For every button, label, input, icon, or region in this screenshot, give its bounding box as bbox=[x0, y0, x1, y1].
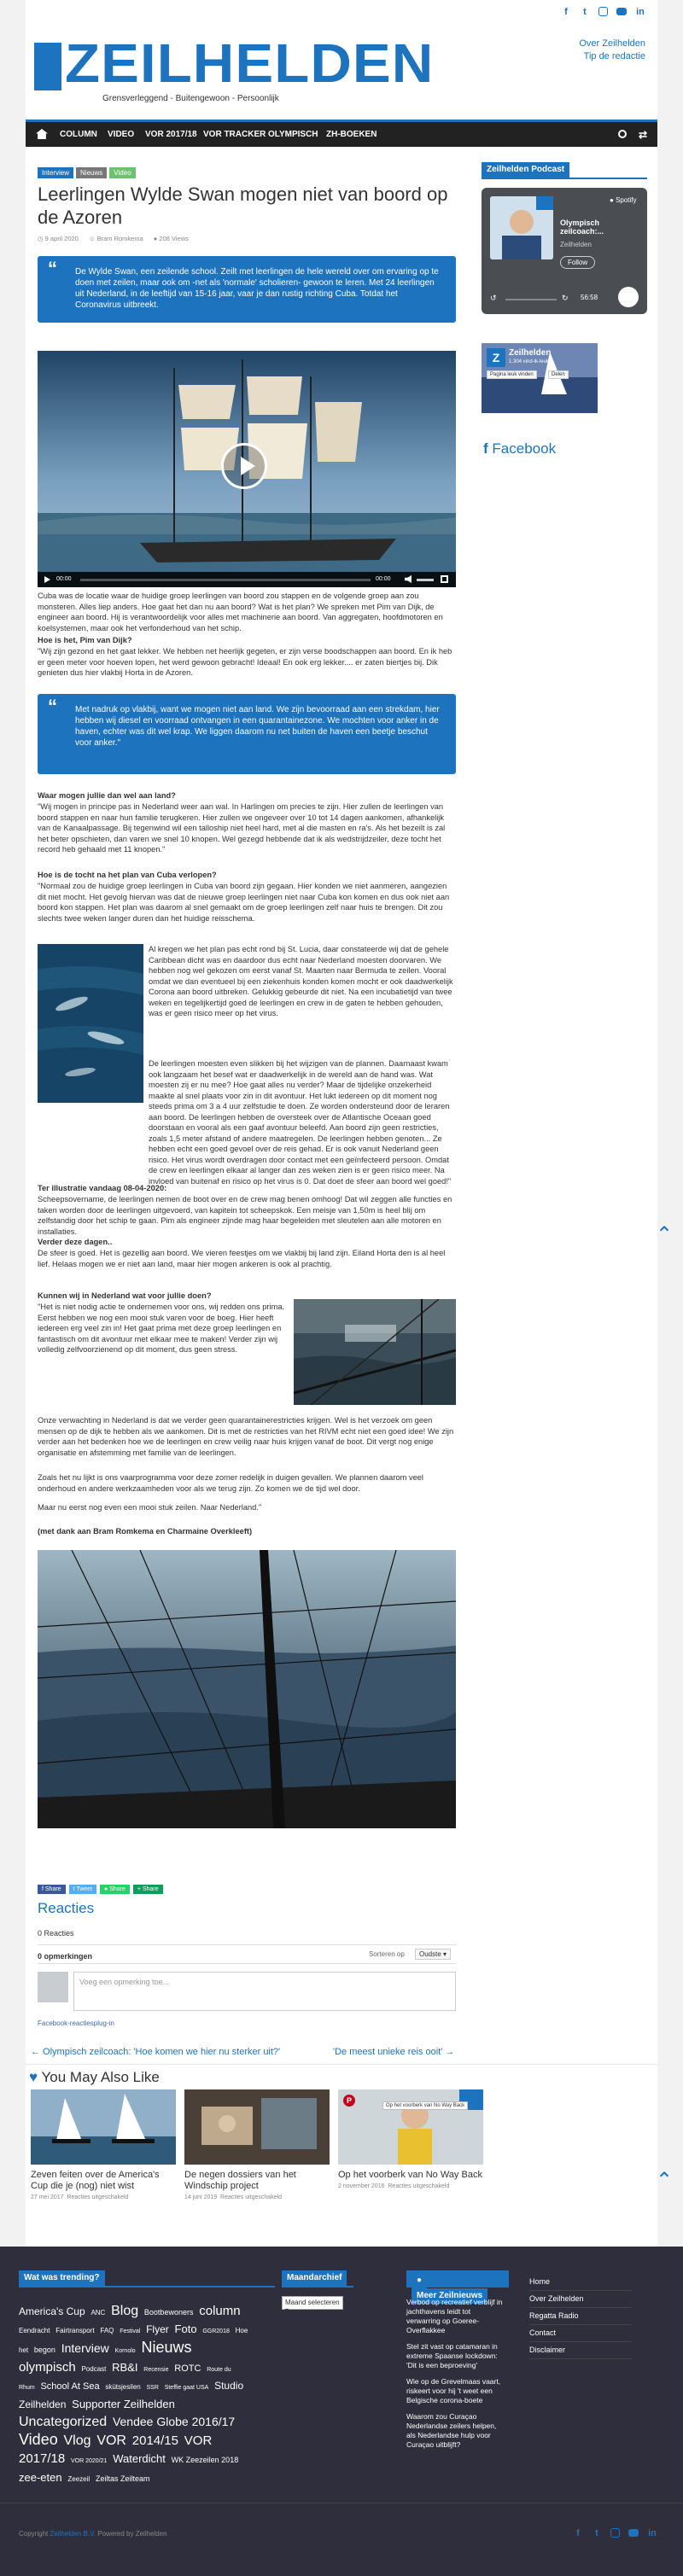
photo-credit: (met dank aan Bram Romkema en Charmaine Overkleeft) bbox=[38, 1527, 253, 1536]
tag-cloud-item[interactable]: Uncategorized bbox=[19, 2415, 108, 2429]
news-item-2[interactable]: Stel zit vast op catamaran in extreme Spaanse lockdown: 'Dit is een beproeving' bbox=[406, 2342, 498, 2369]
share-bar bbox=[38, 1885, 163, 1894]
related-image-1[interactable] bbox=[31, 2089, 176, 2165]
tag-cloud-item[interactable]: Podcast bbox=[81, 2365, 107, 2373]
intro-quote: “ De Wylde Swan, een zeilende school. Zeilt met leerlingen de hele wereld over om ervaring op te doen met zeilen, maar ook om -net als 'normale' scholieren- gewoon te leren. Met 24 leerlingen uit Nederland, in de leeftijd van 15-16 jaar, vaar je dan rustig richting Cuba. Totdat het Coronavirus uitbreekt. bbox=[38, 256, 456, 323]
tag-cloud-item[interactable]: Kornolo bbox=[114, 2348, 136, 2354]
tag-cloud-item[interactable]: Interview bbox=[61, 2341, 109, 2355]
related-image-3[interactable] bbox=[338, 2089, 483, 2165]
paragraph-7: Scheepsovername, de leerlingen nemen de boot over en de crew mag benen omhoog! Dat wil zeggen alle functies en taken worden door de leerlingen uitgevoerd, van kapitein tot scheepskok. Een meisje van 1,50m is heel blij om zelfstandig door het schip te gaan. Pim als engineer zijnde mag haar begeleiden met sleutelen aan alle motoren en installaties. bbox=[38, 1195, 452, 1236]
article-meta bbox=[38, 235, 189, 242]
heading-nederland: Kunnen wij in Nederland wat voor jullie doen? bbox=[38, 1291, 212, 1300]
tip-redactie-link[interactable]: Tip de redactie bbox=[583, 51, 645, 61]
facebook-page-avatar[interactable]: Z bbox=[487, 348, 505, 367]
tag-cloud-item[interactable]: Steffie gaat USA bbox=[164, 2385, 209, 2391]
tag-cloud-item[interactable]: Zeezeil bbox=[67, 2475, 90, 2483]
post-categories bbox=[38, 167, 136, 178]
search-icon[interactable] bbox=[618, 130, 627, 138]
footer-link-contact[interactable]: Contact bbox=[529, 2325, 632, 2342]
tag-cloud-item[interactable]: ANC bbox=[90, 2309, 106, 2317]
related-item-2[interactable] bbox=[184, 2089, 330, 2200]
video-controls bbox=[38, 572, 456, 587]
volume-slider[interactable] bbox=[417, 579, 434, 581]
nav-olympisch[interactable]: OLYMPISCH bbox=[268, 130, 318, 139]
podcast-rewind-icon[interactable]: ↺ bbox=[490, 294, 497, 302]
nav-vor-tracker[interactable]: VOR TRACKER bbox=[203, 130, 266, 139]
fb-comments-count: 0 opmerkingen bbox=[38, 1952, 93, 1961]
header-links bbox=[579, 38, 645, 63]
related-title-2[interactable]: De negen dossiers van het Windschip project bbox=[184, 2170, 296, 2191]
tag-cloud-item[interactable]: America's Cup bbox=[19, 2305, 85, 2317]
deck-graphic bbox=[38, 1550, 456, 1828]
linkedin-icon[interactable]: in bbox=[636, 7, 645, 17]
sea-graphic bbox=[294, 1299, 456, 1405]
facebook-share-page-button[interactable]: Delen bbox=[548, 370, 569, 379]
footer-twitter-icon[interactable]: t bbox=[595, 2528, 598, 2538]
podcast-widget-title: Zeilhelden Podcast bbox=[482, 162, 647, 179]
youtube-icon[interactable] bbox=[616, 8, 627, 15]
footer-youtube-icon[interactable] bbox=[628, 2529, 639, 2537]
tag-cloud-item[interactable]: Vendee Globe 2016/17 bbox=[112, 2415, 236, 2428]
paragraph-1: Cuba was de locatie waar de huidige groep leerlingen van boord zou stappen en de volgende groep aan zou monsteren. Alles liep anders. Hoe gaat het dan nu aan boord? Wat is het plan? We spreken met Pim van Dijk, de engineer aan boord. Hij is verantwoordelijk voor alles met machinerie aan boord. Van aggregaten, hoofdmotoren en koelsystemen, maar ook het verfonderhoud van het schip. bbox=[38, 592, 443, 632]
podcast-show[interactable]: Zeilhelden bbox=[560, 241, 592, 248]
pinterest-icon[interactable]: P bbox=[343, 2095, 355, 2107]
paragraph-9: "Het is niet nodig actie te ondernemen voor ons, wij redden ons prima. Eerst hebben we nog een mooi stuk varen voor de boeg. Hier heeft iedereen erg veel zin in! Het gaat prima met deze groep leerlingen en fantastisch om dit avontuur met elkaar mee te maken! Verder zijn wij volledig zelfvoorzienend op dit moment, dus geen stress. bbox=[38, 1303, 285, 1354]
related-tooltip-3: Op het voorberk van No Way Back bbox=[382, 2101, 468, 2110]
podcast-progress[interactable] bbox=[505, 299, 557, 300]
paragraph-6: De leerlingen moesten even slikken bij het wijzigen van de plannen. Daarnaast kwam ook langzaam het besef wat er daadwerkelijk in de wereld aan de hand was. Wat moesten zij er nu mee? Hoe gaat alles nu verder? Maar de tijdelijke onzekerheid maakte al snel plaats voor zin in dit avontuur. Het lukt iedereen op dit moment nog steeds prima om 3 a 4 uur zelfstudie te doen. Ze worden ondersteund door de leraren aan boord. De leerlingen hebben de oversteek over de Atlantische Oceaan goed doorstaan en vooral als een gaaf avontuur beleefd. Aan boord zijn geen restricties, zoals 1,5 meter afstand of andere maatregelen. De leerlingen hebben genoten... Ze hebben echt een goed gevoel over de reis gehad. Er is ook vanuit Nederland geen risico. Het virus wordt overdragen door contact met een geïnfecteerd persoon. Omdat de crew en leerlingen elkaar al langer dan zes weken zien is er geen risico meer. Na invloed van buitenaf en risico op het virus is 0. Dat doet de sfeer aan boord wel goed!" bbox=[149, 1059, 452, 1186]
news-item-4[interactable]: Waarom zou Curaçao Nederlandse zeilers helpen, als Nederlandse hulp voor Curaçao uitblijft? bbox=[406, 2412, 497, 2449]
tag-cloud-item[interactable]: Bootbewoners bbox=[143, 2308, 194, 2317]
archive-title: Maandarchief bbox=[282, 2270, 353, 2288]
facebook-page-widget[interactable] bbox=[482, 343, 598, 413]
podcast-time: 56:58 bbox=[581, 294, 598, 301]
tag-cloud-item[interactable]: VOR 2017/18 bbox=[19, 2433, 213, 2466]
comment-input[interactable]: Voeg een opmerking toe... bbox=[73, 1972, 456, 2011]
header-social bbox=[561, 7, 645, 17]
tag-cloud-item[interactable]: skütsjesilen bbox=[105, 2383, 141, 2391]
tag-cloud-item[interactable]: Eendracht bbox=[19, 2327, 50, 2334]
video-time-total: 00:00 bbox=[376, 576, 391, 582]
facebook-icon[interactable]: f bbox=[564, 7, 568, 17]
paragraph-3: "Wij mogen in principe pas in Nederland weer aan wal. In Harlingen om precies te zijn. Hier zullen de leerlingen van boord stappen en naar hun familie terugkeren. Hier zullen we ongeveer over 10 tot 14 dagen aankomen, afhankelijk van de Kanaalpassage. Bij tegenwind wil een talloship niet heel hard, met al die masten en ra's. Als het bezeilt is zal het beter opschieten, dan varen we snel 10 knopen. Wel gezegd hebbende dat ik als wedstrijdzeiler, deze tocht het record heb gehaald met 11 knopen." bbox=[38, 802, 446, 854]
nav-video[interactable]: VIDEO bbox=[108, 130, 135, 139]
next-post-link[interactable]: 'De meest unieke reis ooit' → bbox=[333, 2047, 455, 2057]
article-author[interactable]: ☺ Bram Romkema bbox=[88, 235, 143, 242]
tag-cloud-item[interactable]: Flyer bbox=[146, 2323, 169, 2335]
footer-facebook-icon[interactable]: f bbox=[576, 2528, 580, 2538]
footer-instagram-icon[interactable] bbox=[610, 2528, 620, 2538]
tag-nieuws[interactable]: Nieuws bbox=[76, 167, 107, 178]
play-button[interactable] bbox=[221, 443, 267, 489]
nav-column[interactable]: COLUMN bbox=[60, 130, 97, 139]
paragraph-11: Zoals het nu lijkt is ons vaarprogramma voor deze zomer redelijk in duigen gevallen. We plannen daarom veel onderhoud en andere werkzaamheden voor als we terug zijn. Zo komen we de tijd wel door. bbox=[38, 1473, 423, 1493]
paragraph-10: Onze verwachting in Nederland is dat we verder geen quarantainerestricties krijgen. Wel is het verzoek om geen mensen op de dijk te hebben als we aankomen. Dit is met de restricties van het RIVM echt niet een goed idee! We zijn verder aan het bedenken hoe we de leerlingen en crew veilig naar huis krijgen vanaf de boot. Dit vergt nog enige organisatie en afstemming met familie van de leerlingen. bbox=[38, 1416, 454, 1457]
footer-links bbox=[529, 2274, 632, 2359]
podcast-forward-icon[interactable]: ↻ bbox=[562, 294, 569, 302]
sea-photo[interactable] bbox=[294, 1299, 456, 1405]
heading-cuba: Hoe is de tocht na het plan van Cuba verlopen? bbox=[38, 871, 217, 879]
tag-cloud-item[interactable]: olympisch bbox=[19, 2360, 76, 2375]
footer-link-regatta[interactable]: Regatta Radio bbox=[529, 2308, 632, 2325]
tag-cloud-item[interactable]: Nieuws bbox=[141, 2339, 192, 2356]
rss-icon: ● bbox=[412, 2273, 427, 2288]
related-item-3[interactable] bbox=[338, 2089, 483, 2189]
tag-cloud-item[interactable]: Fairtransport bbox=[55, 2327, 95, 2334]
trending-title: Wat was trending? bbox=[19, 2270, 275, 2288]
avatar bbox=[38, 1972, 68, 2002]
twitter-share-button[interactable]: t Tweet bbox=[69, 1885, 96, 1894]
tag-cloud-item[interactable]: GGR2018 bbox=[202, 2328, 230, 2334]
related-title: ♥ You May Also Like bbox=[29, 2069, 160, 2085]
video-time-current: 00:00 bbox=[56, 576, 72, 582]
tag-video[interactable]: Video bbox=[109, 167, 135, 178]
related-item-1[interactable] bbox=[31, 2089, 176, 2200]
tag-cloud-item[interactable]: Supporter Zeilhelden bbox=[72, 2398, 175, 2410]
nav-zh-boeken[interactable]: ZH-BOEKEN bbox=[326, 130, 377, 139]
twitter-icon[interactable]: t bbox=[583, 7, 587, 17]
over-zeilhelden-link[interactable]: Over Zeilhelden bbox=[579, 38, 645, 49]
tag-cloud-item[interactable]: VOR 2020/21 bbox=[71, 2458, 108, 2464]
tag-cloud-item[interactable]: VOR bbox=[96, 2433, 126, 2448]
podcast-player[interactable] bbox=[482, 188, 647, 314]
tag-cloud-item[interactable]: Hoe het bbox=[19, 2327, 248, 2354]
shuffle-icon[interactable]: ⇄ bbox=[638, 129, 647, 141]
article-title: Leerlingen Wylde Swan mogen niet van boord op de Azoren bbox=[38, 184, 448, 228]
spotify-logo[interactable]: ● Spotify bbox=[610, 196, 637, 204]
heading-illustratie: Ter illustratie vandaag 08-04-2020: bbox=[38, 1184, 167, 1192]
volume-icon[interactable] bbox=[405, 575, 412, 583]
video-progress[interactable] bbox=[80, 579, 371, 581]
deck-photo[interactable] bbox=[38, 1550, 456, 1828]
site-tagline: Grensverleggend - Buitengewoon - Persoonlijk bbox=[102, 94, 279, 103]
quote-icon: “ bbox=[48, 258, 57, 279]
tag-cloud-item[interactable]: begon bbox=[33, 2346, 55, 2354]
tag-cloud-item[interactable]: Zeiltas Zeilteam bbox=[95, 2474, 150, 2483]
tag-cloud-item[interactable]: WK Zeezeilen 2018 bbox=[171, 2456, 239, 2464]
tag-cloud-item[interactable]: SSR bbox=[146, 2385, 159, 2391]
article-views: ● 208 Views bbox=[153, 235, 189, 242]
play-icon[interactable] bbox=[44, 576, 50, 583]
article-date[interactable]: ◷ 9 april 2020 bbox=[38, 235, 79, 242]
fb-plugin-label[interactable]: Facebook-reactiesplug-in bbox=[38, 2019, 114, 2027]
scroll-top-icon[interactable]: ⌃ bbox=[656, 1223, 674, 1246]
paragraph-2: "Wij zijn gezond en het gaat lekker. We hebben net heerlijk gegeten, er zijn verse boodschappen aan boord. En ik heb er geen meter voor hoeven lopen, het werd gewoon gebracht! Ideaal! En ook erg lekker.... er zaten biertjes bij. Dik genieten dus hier vlakbij Horta in de Azoren. bbox=[38, 647, 452, 677]
paragraph-12: Maar nu eerst nog even een mooi stuk zeilen. Naar Nederland." bbox=[38, 1503, 262, 1512]
instagram-icon[interactable] bbox=[598, 7, 608, 16]
facebook-page-name[interactable]: Zeilhelden bbox=[509, 348, 552, 358]
podcast-episode[interactable]: Olympisch zeilcoach:... bbox=[560, 219, 604, 236]
tag-cloud-item[interactable]: ROTC bbox=[174, 2363, 201, 2374]
tag-cloud-item[interactable]: Route du Rhum bbox=[19, 2367, 231, 2391]
tag-cloud-item[interactable]: Video bbox=[19, 2431, 58, 2448]
tag-cloud-item[interactable]: Studio Zeilhelden bbox=[19, 2380, 244, 2410]
site-logo[interactable]: ZEILHELDEN bbox=[65, 32, 435, 94]
related-meta-1: 27 mei 2017 Reacties uitgeschakeld bbox=[31, 2194, 129, 2200]
sort-label: Sorteren op bbox=[369, 1950, 405, 1958]
related-meta-2: 14 juni 2019 Reacties uitgeschakeld bbox=[184, 2194, 283, 2200]
related-meta-3: 2 november 2016 Reacties uitgeschakeld bbox=[338, 2183, 450, 2189]
tag-cloud-item[interactable]: Blog bbox=[111, 2304, 139, 2318]
pull-quote: “ Met nadruk op vlakbij, want we mogen niet aan land. We zijn bevoorraad aan een strekdam, hier hebben wij diesel en voorraad ontvangen in een quarantainezone. We mochten voor anker in de haven, echter was dit wel krap. We liggen daarom nu net buiten de haven een beetje beschut voor anker." bbox=[38, 694, 456, 774]
heart-icon: ♥ bbox=[29, 2069, 38, 2085]
tag-cloud-item[interactable]: School At Sea bbox=[40, 2381, 100, 2392]
tag-cloud-item[interactable]: 2014/15 bbox=[131, 2433, 178, 2448]
facebook-icon-sidebar: f bbox=[483, 440, 488, 457]
podcast-follow-button[interactable]: Follow bbox=[560, 256, 595, 269]
tag-cloud-item[interactable]: Festival bbox=[120, 2328, 141, 2334]
tag-cloud bbox=[19, 2303, 249, 2487]
fullscreen-icon[interactable] bbox=[441, 575, 448, 583]
logo-mark[interactable] bbox=[34, 43, 61, 90]
paragraph-6-block bbox=[38, 1058, 456, 1186]
tag-cloud-item[interactable]: zee-eten bbox=[19, 2471, 62, 2484]
prev-post-link[interactable]: ← Olympisch zeilcoach: 'Hoe komen we hier nu sterker uit?' bbox=[31, 2047, 281, 2057]
footer-link-over[interactable]: Over Zeilhelden bbox=[529, 2291, 632, 2308]
news-item-1[interactable]: Verbod op recreatief verblijf in jachthavens leidt tot verwarring op Goeree-Overflakkee bbox=[406, 2298, 503, 2334]
generic-share-button[interactable]: + Share bbox=[133, 1885, 163, 1894]
tag-cloud-item[interactable]: column bbox=[199, 2304, 241, 2318]
tag-cloud-item[interactable]: Recensie bbox=[143, 2367, 169, 2373]
main-nav bbox=[26, 119, 657, 147]
news-item-3[interactable]: Wie op de Grevelmaas vaart, riskeert voor hij 't weet een Belgische corona-boete bbox=[406, 2377, 501, 2404]
sort-select[interactable]: Oudste ▾ bbox=[415, 1949, 451, 1960]
tag-cloud-item[interactable]: FAQ bbox=[100, 2327, 114, 2334]
paragraph-8: De sfeer is goed. Het is gezellig aan boord. We vieren feestjes om we vlakbij bij land zijn. Eiland Horta den is al heel lief. Helaas mogen we er niet aan land, maar hier mogen ankeren is ook al prachtig. bbox=[38, 1249, 446, 1268]
tag-cloud-item[interactable]: Vlog bbox=[63, 2433, 91, 2448]
footer-link-disclaimer[interactable]: Disclaimer bbox=[529, 2342, 632, 2359]
comments-title: Reacties bbox=[38, 1900, 95, 1916]
heading-waar: Waar mogen jullie dan wel aan land? bbox=[38, 791, 176, 800]
archive-select[interactable]: Maand selecteren ▾ bbox=[282, 2296, 343, 2310]
news-list bbox=[406, 2298, 505, 2450]
home-icon[interactable] bbox=[36, 129, 48, 139]
tag-interview[interactable]: Interview bbox=[38, 167, 73, 178]
facebook-like-button[interactable]: Pagina leuk vinden bbox=[487, 370, 537, 379]
related-image-2[interactable] bbox=[184, 2089, 330, 2165]
whatsapp-share-button[interactable]: ● Share bbox=[100, 1885, 130, 1894]
footer-link-home[interactable]: Home bbox=[529, 2274, 632, 2291]
related-title-3[interactable]: Op het voorberk van No Way Back bbox=[338, 2170, 482, 2180]
facebook-widget-title[interactable]: f Facebook bbox=[483, 440, 557, 457]
news-title: ● Meer Zeilnieuws bbox=[406, 2270, 509, 2288]
tag-cloud-item[interactable]: RB&I bbox=[112, 2361, 138, 2374]
paragraph-4: "Normaal zou de huidige groep leerlingen in Cuba van boord zijn gegaan. Hier konden we niet aanmeren, aangezien dit niet mocht. Het gevolg hiervan was dat de nieuwe groep leerlingen niet naar Cuba kon komen en dus ook niet aan boord kon stappen. Het plan was daarom al snel gemaakt om de groep leerlingen zelf naar huis te brengen. Dit zou slechts twee weken langer duren dan het huidige reisschema. bbox=[38, 882, 450, 923]
facebook-page-likes: 1.304 vind-ik-leuks bbox=[509, 359, 552, 364]
quote-icon-2: “ bbox=[48, 696, 57, 717]
facebook-share-button[interactable]: f Share bbox=[38, 1885, 66, 1894]
heading-pim: Hoe is het, Pim van Dijk? bbox=[38, 636, 132, 644]
footer-linkedin-icon[interactable]: in bbox=[648, 2528, 657, 2538]
video-player[interactable] bbox=[38, 351, 456, 587]
scroll-top-icon-2[interactable]: ⌃ bbox=[656, 2169, 674, 2192]
paragraph-5: Al kregen we het plan pas echt rond bij St. Lucia, daar constateerde wij dat de gehele Caribbean dicht was en daardoor dus echt naar Nederland moesten doorvaren. We hebben nog wel gekozen om eerst vanaf St. Maarten naar Bermuda te zeilen. Vooral omdat we dan eventueel bij een ziekenhuis konden komen mocht er ook daadwerkelijk Corona aan boord uitbreken. Gelukkig gebeurde dit niet. Na een incubatietijd van twee weken en tegelijkertijd goed de leerlingen en crew in de gaten te hebben gehouden, was er geen risico meer op het virus. bbox=[149, 945, 453, 1017]
footer-social bbox=[573, 2528, 657, 2538]
podcast-play-button[interactable] bbox=[618, 287, 639, 307]
copyright-link[interactable]: Zeilhelden B.V. bbox=[50, 2530, 96, 2538]
podcast-cover[interactable] bbox=[490, 196, 553, 259]
related-title-1[interactable]: Zeven feiten over de America's Cup die je (nog) niet wist bbox=[31, 2170, 160, 2191]
tag-cloud-item[interactable]: Foto bbox=[174, 2322, 197, 2335]
tag-cloud-item[interactable]: Waterdicht bbox=[113, 2452, 166, 2465]
copyright: Copyright Zeilhelden B.V. Powered by Zeilhelden bbox=[19, 2530, 167, 2538]
nav-vor-2017[interactable]: VOR 2017/18 bbox=[145, 130, 197, 139]
heading-dagen: Verder deze dagen.. bbox=[38, 1238, 113, 1246]
comments-count: 0 Reacties bbox=[38, 1929, 74, 1938]
